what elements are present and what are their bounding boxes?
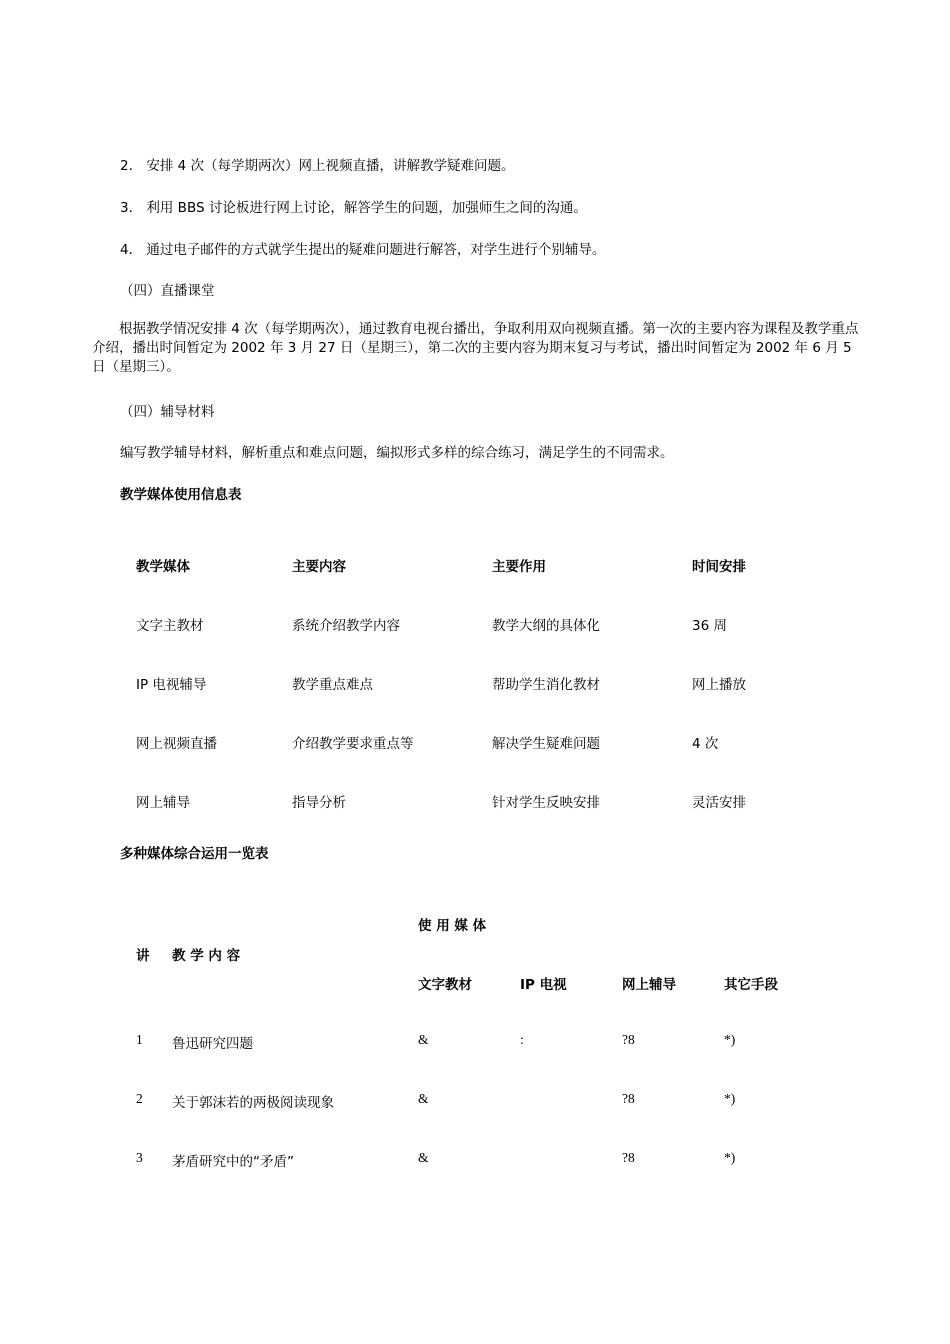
list-item: [120, 196, 587, 216]
lecture-content: 茅盾研究中的“矛盾”: [172, 1154, 294, 1170]
materials-paragraph: 编写教学辅导材料，解析重点和难点问题，编拟形式多样的综合练习，满足学生的不同需求。: [120, 445, 674, 461]
table-cell: 网上辅导: [136, 795, 190, 811]
section-heading-materials: （四）辅导材料: [120, 404, 215, 420]
table-cell: 4 次: [692, 736, 719, 752]
item-number: 4．: [120, 242, 143, 258]
group-header: 使 用 媒 体: [418, 918, 487, 934]
sub-header-cell: IP 电视: [520, 977, 567, 993]
table-cell: 解决学生疑难问题: [492, 736, 600, 752]
multi-table-title: 多种媒体综合运用一览表: [120, 846, 269, 862]
media-mark: &: [418, 1091, 429, 1106]
list-item: [120, 238, 605, 258]
section-heading-live: （四）直播课堂: [120, 283, 215, 299]
header-cell-lecture: 讲: [136, 948, 150, 964]
item-text: 通过电子邮件的方式就学生提出的疑难问题进行解答，对学生进行个别辅导。: [146, 242, 606, 258]
media-mark: &: [418, 1032, 429, 1047]
table-cell: 网上视频直播: [136, 736, 217, 752]
table-cell: 介绍教学要求重点等: [292, 736, 414, 752]
media-table-title: 教学媒体使用信息表: [120, 487, 242, 503]
table-cell: 文字主教材: [136, 618, 204, 634]
live-paragraph-text: 根据教学情况安排 4 次（每学期两次），通过教育电视台播出，争取利用双向视频直播。第一次的主要内容为课程及教学重点介绍，播出时间暂定为 2002 年 3 月 27 日（星期三），第二次的主要内容为期末复习与考试，播出时间暂定为 2002 年 6 月 5 日（星期三）。: [92, 321, 859, 375]
media-mark: ?8: [622, 1150, 635, 1165]
item-number: 2．: [120, 158, 143, 174]
header-cell: 主要内容: [292, 559, 346, 575]
table-cell: 指导分析: [292, 795, 346, 811]
table-cell: 系统介绍教学内容: [292, 618, 400, 634]
table-cell: 针对学生反映安排: [492, 795, 600, 811]
table-cell: IP 电视辅导: [136, 677, 207, 693]
lecture-content: 关于郭沫若的两极阅读现象: [172, 1095, 334, 1111]
table-cell: 灵活安排: [692, 795, 746, 811]
item-text: 安排 4 次（每学期两次）网上视频直播，讲解教学疑难问题。: [146, 158, 515, 174]
live-paragraph: [92, 320, 862, 377]
lecture-number: 1: [136, 1032, 143, 1047]
media-mark: &: [418, 1150, 429, 1165]
header-cell: 时间安排: [692, 559, 746, 575]
item-text: 利用 BBS 讨论板进行网上讨论，解答学生的问题，加强师生之间的沟通。: [146, 200, 587, 216]
sub-header-cell: 网上辅导: [622, 977, 676, 993]
table-cell: 帮助学生消化教材: [492, 677, 600, 693]
item-number: 3．: [120, 200, 143, 216]
sub-header-cell: 其它手段: [724, 977, 778, 993]
table-cell: 网上播放: [692, 677, 746, 693]
header-cell-content: 教 学 内 容: [172, 948, 241, 964]
sub-header-cell: 文字教材: [418, 977, 472, 993]
media-mark: :: [520, 1032, 524, 1047]
header-cell: 主要作用: [492, 559, 546, 575]
table-cell: 教学大纲的具体化: [492, 618, 600, 634]
media-mark: ?8: [622, 1032, 635, 1047]
lecture-number: 3: [136, 1150, 143, 1165]
media-mark: ?8: [622, 1091, 635, 1106]
list-item: [120, 154, 515, 174]
lecture-number: 2: [136, 1091, 143, 1106]
table-cell: 36 周: [692, 618, 727, 634]
media-mark: *): [724, 1091, 736, 1106]
header-cell: 教学媒体: [136, 559, 190, 575]
media-mark: *): [724, 1150, 736, 1165]
media-mark: *): [724, 1032, 736, 1047]
table-cell: 教学重点难点: [292, 677, 373, 693]
lecture-content: 鲁迅研究四题: [172, 1036, 253, 1052]
